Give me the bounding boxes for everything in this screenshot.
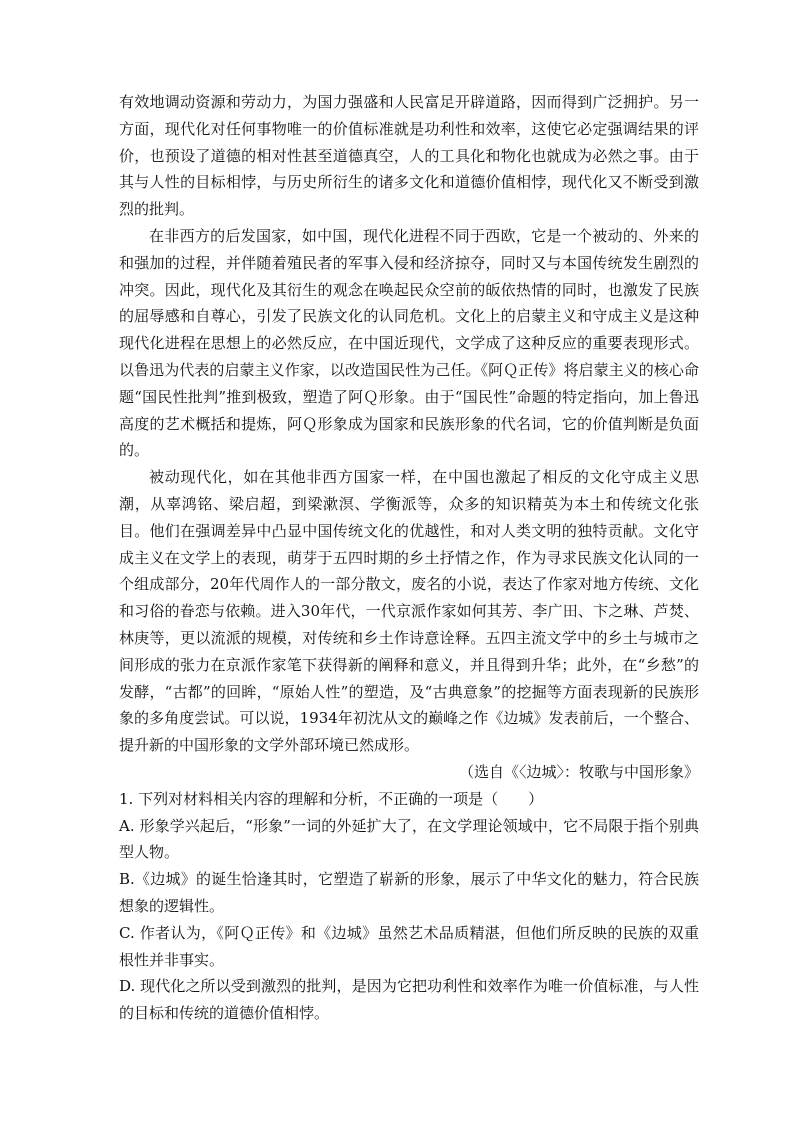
- option-d: D. 现代化之所以受到激烈的批判，是因为它把功利性和效率作为唯一价值标准，与人性的目标和传统的道德价值相悖。: [119, 977, 699, 1023]
- paragraph-conservatism: 被动现代化，如在其他非西方国家一样，在中国也激起了相反的文化守成主义思潮，从辜鸿铭、梁启超，到梁漱溟、学衡派等，众多的知识精英为本土和传统文化张目。他们在强调差异中凸显中国传统文化的优越性，和对人类文明的独特贡献。文化守成主义在文学上的表现，萌芽于五四时期的乡土抒情之作，作为寻求民族文化认同的一个组成部分，20年代周作人的一部分散文，废名的小说，表达了作家对地方传统、文化和习俗的眷恋与依赖。进入30年代，一代京派作家如何其芳、李广田、卞之琳、芦焚、林庚等，更以流派的规模，对传统和乡土作诗意诠释。五四主流文学中的乡土与城市之间形成的张力在京派作家笔下获得新的阐释和意义，并且得到升华；此外，在“乡愁”的发酵，“古都”的回眸，“原始人性”的塑造，及“古典意象”的挖掘等方面表现新的民族形象的多角度尝试。可以说，1934年初沈从文的巅峰之作《边城》发表前后，一个整合、提升新的中国形象的文学外部环境已然成形。: [119, 468, 699, 755]
- paragraph-modernization: 在非西方的后发国家，如中国，现代化进程不同于西欧，它是一个被动的、外来的和强加的过程，并伴随着殖民者的军事入侵和经济掠夺，同时又与本国传统发生剧烈的冲突。因此，现代化及其衍生的观念在唤起民众空前的皈依热情的同时，也激发了民族的屈辱感和自尊心，引发了民族文化的认同危机。文化上的启蒙主义和守成主义是这种现代化进程在思想上的必然反应，在中国近现代，文学成了这种反应的重要表现形式。以鲁迅为代表的启蒙主义作家，以改造国民性为己任。《阿Ｑ正传》将启蒙主义的核心命题“国民性批判”推到极致，塑造了阿Ｑ形象。由于“国民性”命题的特定指向，加上鲁迅高度的艺术概括和提炼，阿Ｑ形象成为国家和民族形象的代名词，它的价值判断是负面的。: [119, 226, 699, 460]
- document-page: [119, 89, 699, 1027]
- option-a: A. 形象学兴起后，“形象”一词的外延扩大了，在文学理论领域中，它不局限于指个别典型人物。: [119, 816, 699, 862]
- question-stem: 1. 下列对材料相关内容的理解和分析，不正确的一项是（ ）: [119, 789, 544, 808]
- option-c: C. 作者认为，《阿Ｑ正传》和《边城》虽然艺术品质精湛，但他们所反映的民族的双重根性并非事实。: [119, 923, 699, 969]
- paragraph-continued: 有效地调动资源和劳动力，为国力强盛和人民富足开辟道路，因而得到广泛拥护。另一方面，现代化对任何事物唯一的价值标准就是功利性和效率，这使它必定强调结果的评价，也预设了道德的相对性甚至道德真空，人的工具化和物化也就成为必然之事。由于其与人性的目标相悖，与历史所衍生的诸多文化和道德价值相悖，现代化又不断受到激烈的批判。: [119, 93, 699, 219]
- source-citation: （选自《〈边城〉：牧歌与中国形象》: [458, 762, 699, 781]
- option-b: B.《边城》的诞生恰逢其时，它塑造了崭新的形象，展示了中华文化的魅力，符合民族想象的逻辑性。: [119, 870, 699, 915]
